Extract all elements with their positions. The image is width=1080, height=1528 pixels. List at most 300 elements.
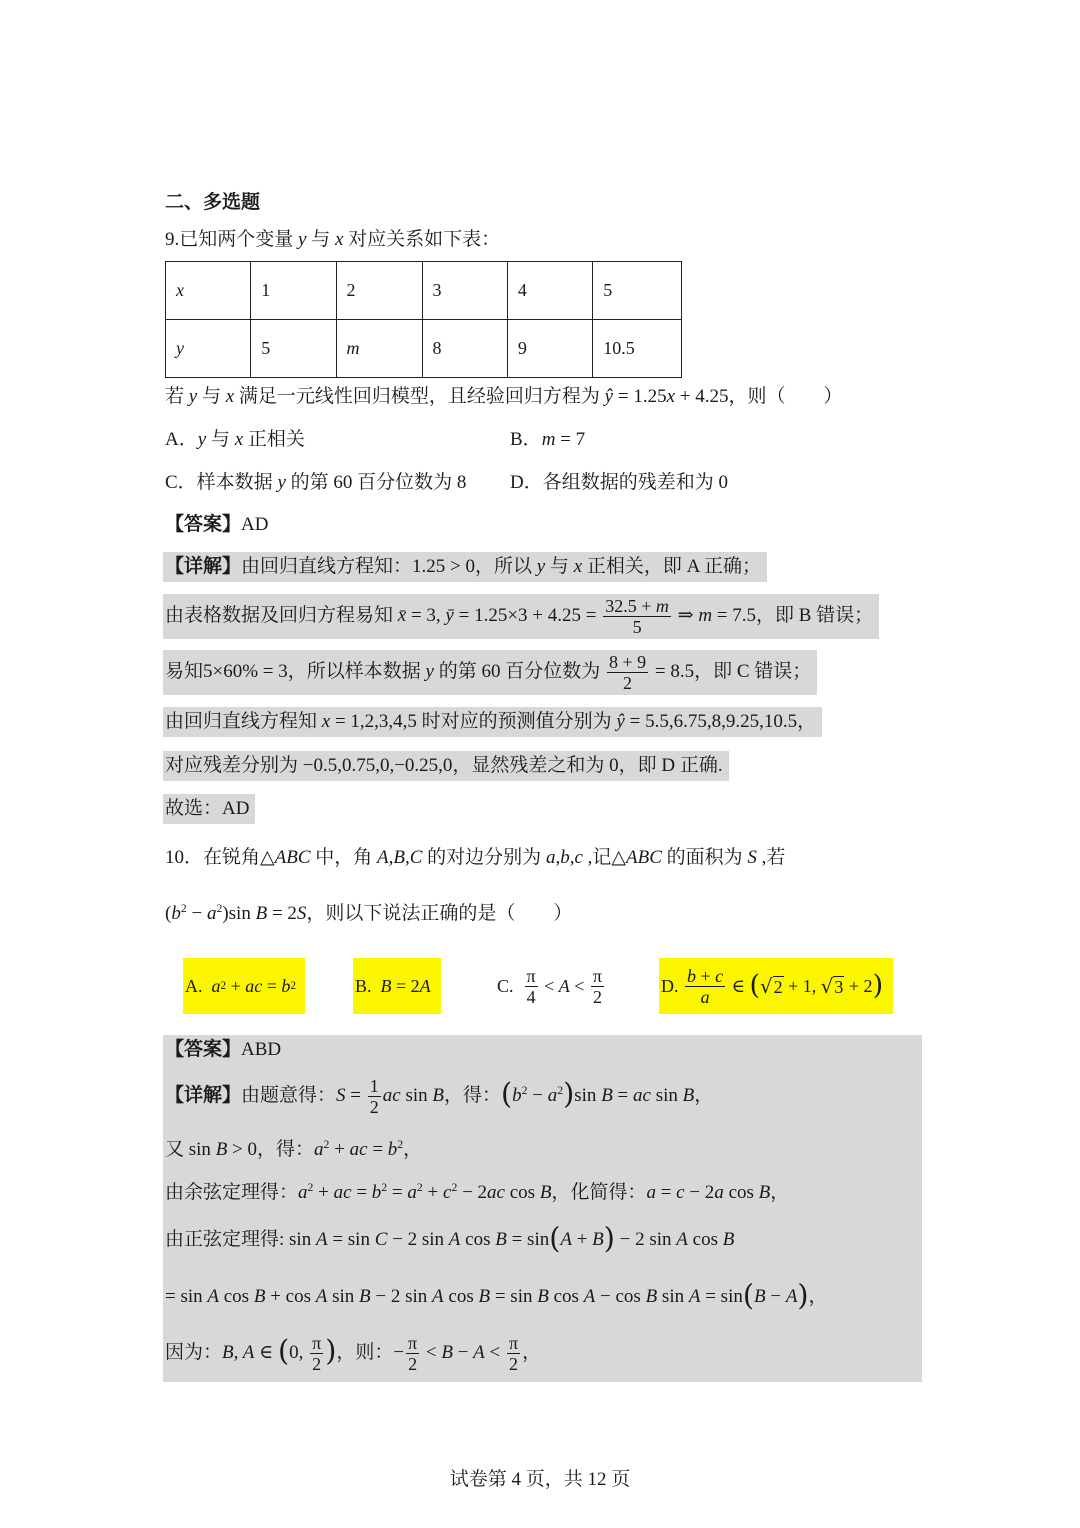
text-run: < <box>421 1341 442 1363</box>
superscript: 2 <box>307 1180 314 1194</box>
fraction <box>368 1076 381 1117</box>
text-run: 32.5 + <box>605 596 656 616</box>
text-run: π <box>592 965 603 986</box>
fraction-numerator <box>310 1333 323 1354</box>
math-variable: ac <box>245 975 263 996</box>
text-run: 3 <box>834 976 844 997</box>
math-variable: a <box>714 1182 724 1203</box>
page-footer: 试卷第 4 页，共 12 页 <box>449 1469 631 1490</box>
text-run: 与 <box>197 386 226 407</box>
math-variable: A <box>315 1286 328 1307</box>
text-run: = 7.5，即 B 错误； <box>712 604 874 626</box>
table-cell <box>166 320 251 378</box>
text-run: − <box>186 903 207 924</box>
math-variable: B <box>359 1286 371 1307</box>
text-run: sin <box>327 1286 360 1307</box>
text-run: = <box>612 1084 634 1106</box>
math-variable: x <box>225 386 235 407</box>
math-variable: y <box>298 229 307 250</box>
math-variable: A <box>432 1286 444 1307</box>
math-variable: B <box>682 1084 695 1106</box>
q10-option-a: A. a 2 + ac = b 2 <box>183 958 305 1014</box>
text-run: B. <box>355 975 381 996</box>
text-run: 中，角 <box>310 847 378 868</box>
math-variable: y <box>536 556 546 577</box>
text-run: + <box>696 965 716 986</box>
fraction-numerator <box>525 966 538 987</box>
text-run: π <box>526 965 536 986</box>
row-header-x: x <box>176 280 184 300</box>
cell-value: 1 <box>261 280 271 300</box>
large-bracket: ) <box>603 1221 615 1255</box>
text-run: 2 <box>312 1354 322 1374</box>
fraction <box>607 652 648 693</box>
text-run: 2 <box>509 1354 519 1374</box>
math-variable: x <box>321 711 331 732</box>
table-cell <box>336 320 422 378</box>
table-cell <box>251 262 336 320</box>
text-run: π <box>312 1333 322 1353</box>
text-run: 对应关系如下表： <box>343 229 501 250</box>
text-run: C. <box>497 975 523 996</box>
label-tag: 【答案】 <box>165 1039 242 1060</box>
text-run: = 3, <box>406 604 446 626</box>
q10-option-b <box>353 958 441 1014</box>
fraction <box>406 1333 419 1374</box>
table-row-y <box>166 320 682 378</box>
cell-value: 4 <box>517 280 527 300</box>
fraction-numerator <box>607 652 648 673</box>
row-header-y: y <box>176 338 184 358</box>
text-run: + 2 <box>844 975 873 996</box>
math-variable: ŷ <box>616 711 625 732</box>
math-variable: m <box>655 596 669 616</box>
fraction <box>310 1333 323 1374</box>
math-variable: ABC <box>626 847 662 868</box>
math-variable: a <box>547 1084 558 1106</box>
text-run: 的面积为 <box>661 847 748 868</box>
text-run: − cos <box>595 1286 646 1307</box>
superscript: 2 <box>521 1083 528 1097</box>
text-run: ,若 <box>756 847 786 868</box>
cell-value: 5 <box>603 280 613 300</box>
text-run: = <box>387 1182 408 1203</box>
table-cell <box>593 320 682 378</box>
text-run: ， <box>403 1139 423 1160</box>
text-run: 2 <box>369 1097 379 1117</box>
fraction-denominator <box>603 617 671 637</box>
text-run: 的第 60 百分位数为 <box>433 660 605 682</box>
text-run: 正相关，即 A 正确； <box>582 556 762 577</box>
math-variable: S <box>336 1084 346 1106</box>
text-run: )sin <box>222 903 256 924</box>
question-9-stem <box>165 227 500 253</box>
text-run: = sin <box>700 1286 743 1307</box>
fraction-denominator <box>591 987 604 1007</box>
q10-explanation-line <box>165 1333 541 1374</box>
text-run: 9.已知两个变量 <box>165 229 299 250</box>
math-variable: B <box>215 1139 228 1160</box>
text-run: − <box>765 1286 786 1307</box>
math-variable: B <box>539 1182 552 1203</box>
text-run: cos <box>548 1286 584 1307</box>
math-variable: c <box>443 1182 452 1203</box>
q9-explanation-line <box>163 594 879 639</box>
text-run: 10．在锐角△ <box>165 847 275 868</box>
text-run: + 1, <box>783 975 821 996</box>
table-cell <box>593 262 682 320</box>
text-run: 故选：AD <box>165 798 250 819</box>
text-run: 若 <box>165 386 189 407</box>
fraction-denominator <box>525 987 538 1007</box>
text-run: − 2 sin <box>614 1229 677 1250</box>
math-variable: A <box>419 975 431 996</box>
text-run: AD <box>241 514 269 535</box>
text-run: + <box>422 1182 443 1203</box>
text-run: cos <box>460 1229 496 1250</box>
math-variable: A <box>473 1341 485 1363</box>
text-run: = 2 <box>391 975 420 996</box>
math-variable: C <box>374 1229 388 1250</box>
text-run: ， <box>770 1182 790 1203</box>
text-run: = 1,2,3,4,5 时对应的预测值分别为 <box>330 711 617 732</box>
math-variable: A,B,C <box>377 847 423 868</box>
q9-option-c <box>165 470 466 496</box>
fraction-denominator <box>507 1354 520 1374</box>
text-run: 正相关 <box>243 429 305 450</box>
q10-explanation-line <box>165 1137 422 1163</box>
data-table <box>165 261 682 378</box>
fraction <box>525 966 538 1007</box>
text-run: D．各组数据的残差和为 0 <box>510 472 728 493</box>
text-run: sin <box>657 1286 689 1307</box>
question-9-condition <box>165 384 842 410</box>
math-variable: ac <box>633 1084 651 1106</box>
q9-answer <box>165 512 268 538</box>
text-run: A. <box>185 975 212 996</box>
text-run: = 8.5，即 C 错误； <box>650 660 812 682</box>
text-run: ， <box>522 1341 542 1363</box>
square-root <box>760 975 784 998</box>
math-variable: A <box>315 1229 328 1250</box>
text-run: cos <box>504 1182 540 1203</box>
text-run: ，得： <box>443 1084 501 1106</box>
text-run: 5 <box>632 617 642 637</box>
table-cell <box>507 262 592 320</box>
square-root <box>821 975 845 998</box>
q10-explanation-line <box>165 1180 789 1206</box>
text-run: < <box>484 1341 505 1363</box>
section-title: 二、多选题 <box>165 192 261 213</box>
text-run: ∈ <box>727 975 750 996</box>
math-variable: m <box>541 429 556 450</box>
text-run: sin <box>574 1084 602 1106</box>
math-variable: ac <box>487 1182 505 1203</box>
math-variable: a <box>298 1182 308 1203</box>
text-run: + <box>226 975 246 996</box>
math-variable: B <box>645 1286 658 1307</box>
text-run: = sin <box>490 1286 538 1307</box>
math-variable: ac <box>333 1182 352 1203</box>
q9-explanation-line <box>163 751 729 781</box>
superscript: 2 <box>180 901 187 915</box>
math-variable: y <box>277 472 286 493</box>
math-variable: a <box>206 903 217 924</box>
radicand <box>833 976 844 997</box>
math-variable: b <box>371 1182 382 1203</box>
text-run: 与 <box>545 556 574 577</box>
text-run: ABD <box>241 1039 282 1060</box>
radicand <box>773 976 784 997</box>
text-run: + cos <box>265 1286 316 1307</box>
math-variable: B <box>380 975 392 996</box>
superscript: 2 <box>416 1180 423 1194</box>
q10-explanation-line <box>165 1076 713 1117</box>
text-run: − 2 sin <box>370 1286 433 1307</box>
q9-option-b <box>510 427 585 453</box>
text-run: cos <box>687 1229 723 1250</box>
table-cell <box>422 262 507 320</box>
superscript: 2 <box>557 1083 564 1097</box>
table-row-x <box>166 262 682 320</box>
text-run: A． <box>165 429 198 450</box>
text-run: 对应残差分别为 −0.5,0.75,0,−0.25,0，显然残差之和为 0，即 D 正确. <box>165 755 723 776</box>
text-run: 2 <box>408 1354 418 1374</box>
large-bracket: ) <box>797 1278 809 1312</box>
math-variable: y <box>188 386 198 407</box>
label-tag: 【详解】 <box>165 1084 242 1106</box>
text-run: = 1.25 <box>613 386 667 407</box>
text-run: 由回归直线方程知：1.25 > 0，所以 <box>241 556 537 577</box>
large-bracket: ( <box>501 1077 513 1111</box>
superscript: 2 <box>451 1180 458 1194</box>
math-variable: ŷ <box>604 386 614 407</box>
math-variable: c <box>676 1182 685 1203</box>
text-run: cos <box>443 1286 479 1307</box>
fraction <box>685 966 725 1007</box>
text-run: = <box>655 1182 677 1203</box>
cell-value: 3 <box>432 280 442 300</box>
text-run: D. <box>661 975 683 996</box>
math-variable: a,b,c <box>545 847 583 868</box>
text-run: + 4.25，则（ ） <box>675 386 843 407</box>
text-run: − 2 <box>684 1182 715 1203</box>
label-tag: 【答案】 <box>165 514 242 535</box>
text-run: 4 <box>526 986 536 1007</box>
text-run: − <box>527 1084 548 1106</box>
text-run: 的第 60 百分位数为 8 <box>285 472 467 493</box>
math-variable: B <box>753 1286 766 1307</box>
fraction-denominator <box>685 987 725 1007</box>
superscript: 2 <box>397 1137 404 1151</box>
text-run: sin <box>400 1084 433 1106</box>
cell-value: 5 <box>261 338 271 358</box>
math-variable: x̄ <box>397 604 407 626</box>
text-run: 8 + 9 <box>608 652 647 672</box>
fraction <box>507 1333 520 1374</box>
math-variable: B, A <box>222 1341 255 1363</box>
math-variable: ABC <box>274 847 311 868</box>
math-variable: c <box>715 965 724 986</box>
text-run: + <box>329 1139 350 1160</box>
fraction <box>603 596 671 637</box>
text-run: = 7 <box>555 429 586 450</box>
fraction-denominator <box>310 1354 323 1374</box>
table-cell <box>507 320 592 378</box>
fraction <box>591 966 604 1007</box>
math-variable: ac <box>349 1139 368 1160</box>
math-variable: y <box>425 660 434 682</box>
fraction-numerator <box>368 1076 381 1097</box>
text-run: − <box>452 1341 474 1363</box>
large-bracket: ) <box>563 1077 575 1111</box>
math-variable: a <box>211 975 221 996</box>
text-run: 由题意得： <box>241 1084 337 1106</box>
math-variable: A <box>688 1286 701 1307</box>
math-variable: a <box>646 1182 656 1203</box>
text-run: C．样本数据 <box>165 472 278 493</box>
math-variable: y <box>197 429 207 450</box>
math-variable: ȳ <box>445 604 454 626</box>
math-variable: b <box>512 1084 522 1106</box>
text-run: = sin <box>327 1229 375 1250</box>
math-variable: S <box>296 903 307 924</box>
fraction-numerator <box>507 1333 520 1354</box>
q9-explanation-line <box>163 552 767 582</box>
large-bracket: ) <box>325 1334 337 1368</box>
math-variable: A <box>583 1286 596 1307</box>
text-run: cos <box>219 1286 254 1307</box>
text-run: 2 <box>773 976 783 997</box>
large-bracket: ( <box>742 1278 754 1312</box>
text-run: < <box>539 975 559 996</box>
text-run: − 2 sin <box>387 1229 449 1250</box>
cell-value: 10.5 <box>603 338 635 358</box>
text-run: = 5.5,6.75,8,9.25,10.5， <box>624 711 817 732</box>
q9-explanation-line <box>163 650 817 695</box>
math-variable: A <box>207 1286 219 1307</box>
q10-option-c <box>495 958 610 1014</box>
text-run: − 2 <box>457 1182 488 1203</box>
math-variable: B <box>592 1229 604 1250</box>
text-run: 2 <box>623 673 633 693</box>
q9-option-d <box>510 470 728 496</box>
table-cell <box>251 320 336 378</box>
radical-sign: √ <box>820 974 834 998</box>
text-run: ，化简得： <box>551 1182 647 1203</box>
math-variable: B <box>255 903 268 924</box>
q9-explanation-line <box>163 707 822 737</box>
text-run: 2 <box>592 986 602 1007</box>
table-cell <box>336 262 422 320</box>
fraction-denominator <box>607 673 648 693</box>
text-run: ( <box>165 903 172 924</box>
text-run: 与 <box>306 229 335 250</box>
large-bracket: ( <box>277 1334 290 1368</box>
math-variable: A <box>558 975 570 996</box>
text-run: 由正弦定理得: sin <box>165 1229 316 1250</box>
text-run: = <box>345 1084 366 1106</box>
text-run: = <box>367 1139 388 1160</box>
text-run: ⇒ <box>672 604 699 626</box>
text-run: 由余弦定理得： <box>165 1182 299 1203</box>
math-variable: B <box>478 1286 491 1307</box>
math-variable: A <box>676 1229 688 1250</box>
text-run: = sin <box>165 1286 208 1307</box>
math-variable: B <box>537 1286 549 1307</box>
math-variable: A <box>785 1286 798 1307</box>
radical-sign: √ <box>760 974 773 998</box>
text-run: B． <box>510 429 542 450</box>
math-variable: a <box>407 1182 417 1203</box>
fraction-denominator <box>368 1097 381 1117</box>
cell-value: m <box>346 338 360 358</box>
cell-value: 8 <box>432 338 442 358</box>
cell-value: 2 <box>346 280 356 300</box>
text-run: 1 <box>369 1076 379 1096</box>
text-run: + <box>313 1182 334 1203</box>
text-run: + <box>571 1229 593 1250</box>
math-variable: B <box>601 1084 613 1106</box>
q10-answer <box>165 1037 281 1063</box>
text-run: ，则：− <box>336 1341 405 1363</box>
q9-conclusion <box>163 794 255 824</box>
question-10-stem <box>165 845 785 871</box>
fraction-numerator <box>685 966 725 987</box>
math-variable: B <box>253 1286 266 1307</box>
math-variable: B <box>722 1229 735 1250</box>
text-run: = <box>351 1182 372 1203</box>
fraction-numerator <box>591 966 604 987</box>
math-variable: b <box>171 903 181 924</box>
table-cell <box>422 320 507 378</box>
large-bracket: ( <box>549 1221 561 1255</box>
text-run: cos <box>723 1182 759 1203</box>
math-variable: ac <box>382 1084 401 1106</box>
math-variable: b <box>387 1139 398 1160</box>
math-variable: x <box>334 229 344 250</box>
text-run: ， <box>694 1084 714 1106</box>
math-variable: A <box>448 1229 461 1250</box>
text-run: 因为： <box>165 1341 223 1363</box>
q10-explanation-line <box>165 1221 735 1255</box>
math-variable: A <box>560 1229 572 1250</box>
superscript: 2 <box>216 901 223 915</box>
text-run: 0, <box>289 1341 309 1363</box>
question-10-stem-cont <box>165 901 572 927</box>
text-run: π <box>408 1333 418 1353</box>
math-variable: x <box>573 556 583 577</box>
text-run: = 1.25×3 + 4.25 = <box>453 604 602 626</box>
superscript: 2 <box>381 1180 388 1194</box>
text-run: = sin <box>506 1229 550 1250</box>
cell-value: 9 <box>517 338 527 358</box>
math-variable: b <box>687 965 696 986</box>
math-variable: S <box>747 847 757 868</box>
text-run: 与 <box>206 429 235 450</box>
math-variable: a <box>314 1139 324 1160</box>
text-run: π <box>509 1333 519 1353</box>
text-run: 由表格数据及回归方程易知 <box>165 604 398 626</box>
math-variable: a <box>700 986 710 1007</box>
math-variable: B <box>758 1182 771 1203</box>
text-run: ,记△ <box>582 847 626 868</box>
text-run: 又 sin <box>165 1139 216 1160</box>
text-run: ， <box>808 1286 828 1307</box>
q10-option-d: D. $\frac{b + c}{a}$ ∈ ( √2 + 1, √3 + 2 ) <box>659 958 893 1014</box>
label-tag: 【详解】 <box>165 556 242 577</box>
text-run: ，则以下说法正确的是（ ） <box>306 903 573 924</box>
